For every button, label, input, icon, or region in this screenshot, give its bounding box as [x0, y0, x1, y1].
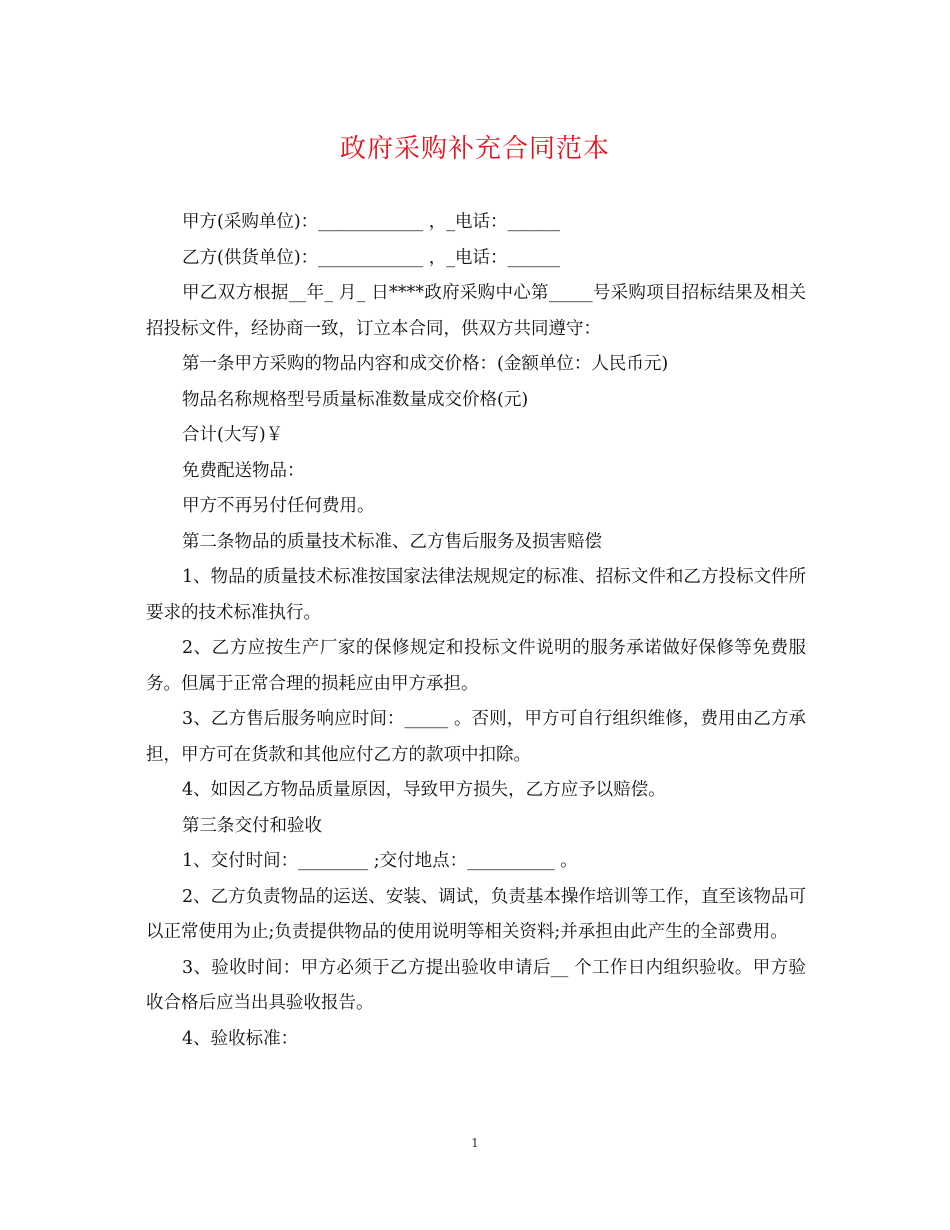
article-3-clause-2: 2、乙方负责物品的运送、安装、调试，负责基本操作培训等工作，直至该物品可以正常使用为止;负责提供物品的使用说明等相关资料;并承担由此产生的全部费用。 — [146, 886, 806, 942]
total-line: 合计(大写)￥ — [182, 425, 284, 445]
preamble-paragraph: 甲乙双方根据__年_ 月_ 日****政府采购中心第_____号采购项目招标结果及相关招投标文件，经协商一致，订立本合同，供双方共同遵守： — [146, 283, 806, 339]
party-b-line: 乙方(供货单位)：____________ ，_电话：______ — [182, 247, 560, 268]
free-items-line: 免费配送物品： — [182, 460, 305, 481]
article-2-clause-2: 2、乙方应按生产厂家的保修规定和投标文件说明的服务承诺做好保修等免费服务。但属于正常合理的损耗应由甲方承担。 — [146, 638, 806, 694]
item-columns-line: 物品名称规格型号质量标准数量成交价格(元) — [182, 389, 529, 410]
article-3-heading: 第三条交付和验收 — [182, 815, 322, 836]
article-1-heading: 第一条甲方采购的物品内容和成交价格：(金额单位：人民币元) — [182, 354, 669, 374]
document-title: 政府采购补充合同范本 — [339, 134, 610, 164]
party-a-line: 甲方(采购单位)：____________ ，_电话：______ — [182, 212, 560, 232]
article-2-clause-1: 1、物品的质量技术标准按国家法律法规规定的标准、招标文件和乙方投标文件所要求的技术标准执行。 — [146, 567, 806, 623]
page-number: 1 — [471, 1136, 479, 1150]
no-extra-fee-line: 甲方不再另付任何费用。 — [182, 496, 375, 516]
article-3-clause-1: 1、交付时间：________ ;交付地点：__________ 。 — [182, 851, 578, 871]
article-2-clause-4: 4、如因乙方物品质量原因，导致甲方损失，乙方应予以赔偿。 — [182, 780, 666, 800]
article-3-clause-3: 3、验收时间：甲方必须于乙方提出验收申请后__ 个工作日内组织验收。甲方验收合格后应当出具验收报告。 — [146, 957, 806, 1013]
article-2-clause-3: 3、乙方售后服务响应时间：_____ 。否则，甲方可自行组织维修，费用由乙方承担，甲方可在货款和其他应付乙方的款项中扣除。 — [146, 709, 806, 765]
article-3-clause-4: 4、验收标准： — [182, 1028, 299, 1049]
document-body — [146, 205, 806, 1057]
article-2-heading: 第二条物品的质量技术标准、乙方售后服务及损害赔偿 — [182, 531, 602, 552]
